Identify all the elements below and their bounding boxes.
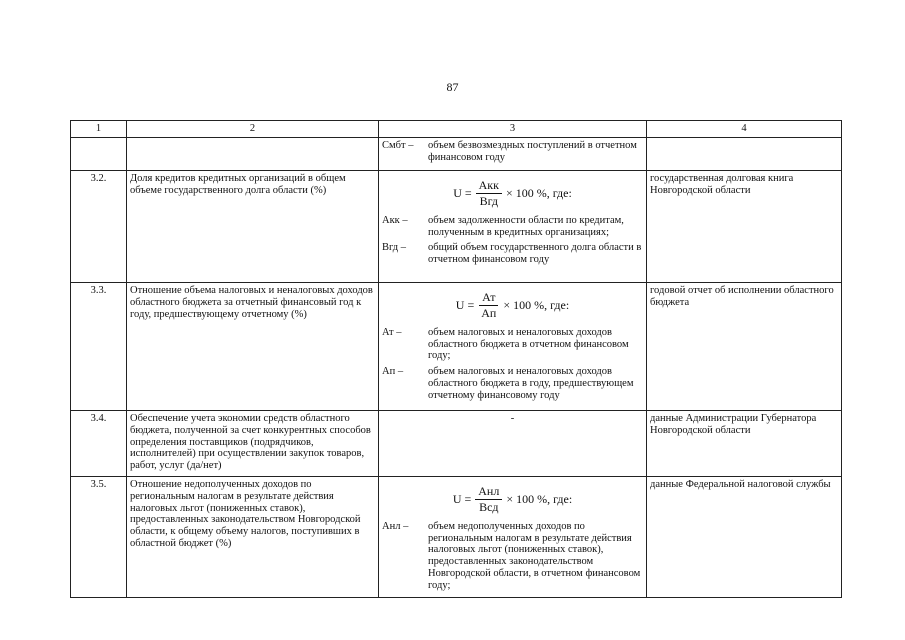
term-definition <box>382 215 643 239</box>
term-definition <box>382 327 643 362</box>
table-row <box>71 411 842 477</box>
table-row <box>71 283 842 411</box>
formula <box>382 485 643 515</box>
data-source: государственная долговая книга Новгородской области <box>647 171 842 283</box>
row-number <box>71 138 127 171</box>
dash-value: - <box>510 413 515 424</box>
formula-fraction <box>476 179 502 209</box>
formula-lhs: U = <box>453 186 472 201</box>
data-source: данные Федеральной налоговой службы <box>647 477 842 598</box>
formula <box>382 291 643 321</box>
term-definition <box>382 242 643 266</box>
formula-denominator: Всд <box>479 500 499 515</box>
data-source <box>647 138 842 171</box>
calculation-method <box>379 477 647 598</box>
formula-numerator: Акк <box>476 179 502 194</box>
term-description: объем безвозмездных поступлений в отчетном финансовом году <box>428 140 637 163</box>
indicator-name: Доля кредитов кредитных организаций в общем объеме государственного долга области (%) <box>127 171 379 283</box>
calculation-method <box>379 283 647 411</box>
formula-denominator: Вгд <box>479 194 498 209</box>
table-row <box>71 477 842 598</box>
formula-rhs: × 100 %, где: <box>506 492 573 507</box>
table-row <box>71 171 842 283</box>
formula <box>382 179 643 209</box>
row-number: 3.5. <box>71 477 127 598</box>
data-source: данные Администрации Губернатора Новгородской области <box>647 411 842 477</box>
indicator-name: Отношение недополученных доходов по региональным налогам в результате действия налоговых льгот (пониженных ставок), предоставленных законодательством Новгородской области, к общему объему налогов, поступивших в областной бюджет (%) <box>127 477 379 598</box>
term-symbol: Акк – <box>382 214 408 226</box>
data-source: годовой отчет об исполнении областного бюджета <box>647 283 842 411</box>
term-symbol: Ат – <box>382 326 402 338</box>
page-number: 87 <box>446 80 459 94</box>
row-number: 3.4. <box>71 411 127 477</box>
table-row <box>71 138 842 171</box>
term-definition <box>382 366 643 401</box>
column-header: 1 <box>71 121 127 138</box>
formula-fraction <box>475 485 502 515</box>
table-header-row <box>71 121 842 138</box>
term-description: объем налоговых и неналоговых доходов областного бюджета в отчетном финансовом году; <box>428 326 629 362</box>
formula-lhs: U = <box>455 298 475 313</box>
calculation-method <box>379 138 647 171</box>
row-number: 3.3. <box>71 283 127 411</box>
term-symbol: Анл – <box>382 520 409 532</box>
formula-lhs: U = <box>452 492 472 507</box>
formula-numerator: Ат <box>479 291 498 306</box>
indicator-name <box>127 138 379 171</box>
term-definition <box>382 140 643 164</box>
calculation-method <box>379 411 647 477</box>
indicator-table <box>70 120 842 598</box>
term-description: общий объем государственного долга области в отчетном финансовом году <box>428 242 642 266</box>
term-description: объем недополученных доходов по региональным налогам в результате действия налоговых льгот (пониженных ставок), предоставленных законодательством Новгородской области, в отчетном финансовом году; <box>428 520 641 591</box>
indicator-name: Отношение объема налоговых и неналоговых доходов областного бюджета за отчетный финансовый год к году, предшествующему отчетному (%) <box>127 283 379 411</box>
formula-rhs: × 100 %, где: <box>505 186 572 201</box>
calculation-method <box>379 171 647 283</box>
column-header: 4 <box>647 121 842 138</box>
indicator-name: Обеспечение учета экономии средств областного бюджета, полученной за счет конкурентных способов определения поставщиков (подрядчиков, исполнителей) при осуществлении закупок товаров, работ, услуг (да/нет) <box>127 411 379 477</box>
term-symbol: Ап – <box>382 366 404 378</box>
column-header: 2 <box>127 121 379 138</box>
column-header: 3 <box>379 121 647 138</box>
term-definition <box>382 521 643 592</box>
formula-fraction <box>478 291 499 321</box>
formula-numerator: Анл <box>475 485 502 500</box>
term-description: объем налоговых и неналоговых доходов областного бюджета в году, предшествующем отчетному финансовому году <box>428 366 634 401</box>
term-symbol: Вгд – <box>382 242 407 254</box>
formula-rhs: × 100 %, где: <box>503 298 570 313</box>
row-number: 3.2. <box>71 171 127 283</box>
formula-denominator: Ап <box>481 306 497 321</box>
term-symbol: Смбт – <box>382 140 414 151</box>
term-description: объем задолженности области по кредитам, полученным в кредитных организациях; <box>428 214 624 238</box>
